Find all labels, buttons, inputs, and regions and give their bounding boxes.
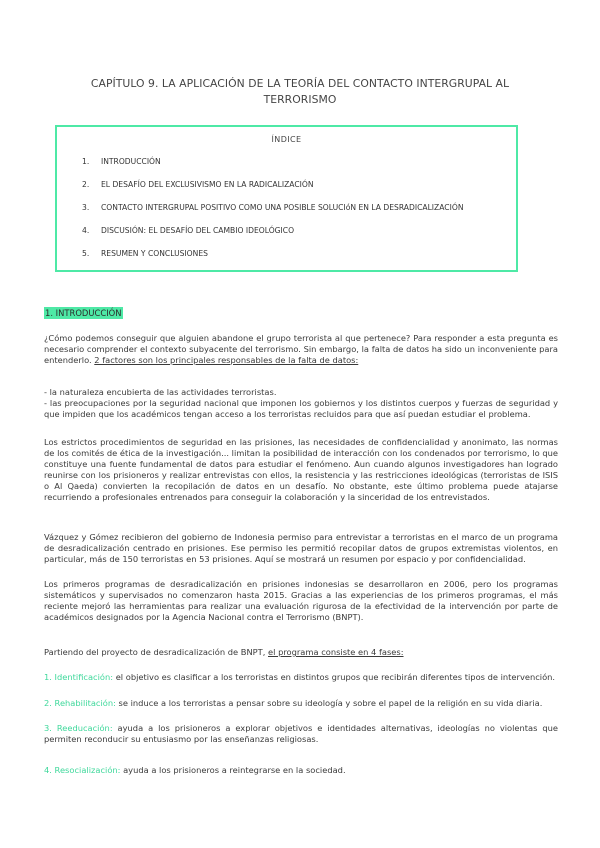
paragraph-text: Los estrictos procedimientos de seguridad en las prisiones, las necesidades de confidencialidad y anonimato, las normas de los comités de ética de la investigación... limitan la posibilidad de interacción con los condenados por terrorismo, lo que constituye una fuente fundamental de datos para estudiar el fenómeno. Aun cuando algunos investigadores han logrado reunirse con los prisioneros y realizar entrevistas con ellos, la resistencia y las restricciones ideológicas (terroristas de ISIS o Al Qaeda) convierten la recopilación de datos en un desafío. No obstante, este último problema puede atajarse recurriendo a profesionales entrenados para conseguir la colaboración y la sinceridad de los entrevistados. bbox=[44, 437, 558, 502]
underlined-text: el programa consiste en 4 fases: bbox=[268, 647, 404, 657]
index-item-2[interactable] bbox=[82, 180, 314, 189]
phase-label: 2. Rehabilitación: bbox=[44, 698, 116, 708]
phase-4 bbox=[44, 765, 558, 776]
index-item-number: 2. bbox=[82, 180, 90, 189]
phase-3 bbox=[44, 723, 558, 745]
index-item-number: 5. bbox=[82, 249, 90, 258]
phase-2 bbox=[44, 698, 558, 709]
bullet-item: - las preocupaciones por la seguridad nacional que imponen los gobiernos y los distintos cuerpos y fuerzas de seguridad y que impiden que los académicos tengan acceso a los terroristas recluidos para que así puedan estudiar el problema. bbox=[44, 398, 558, 419]
phase-text: el objetivo es clasificar a los terroristas en distintos grupos que recibirán diferentes tipos de intervención. bbox=[113, 672, 556, 682]
paragraph-text: Los primeros programas de desradicalización en prisiones indonesias se desarrollaron en 2006, pero los programas sistemáticos y supervisados no comenzaron hasta 2015. Gracias a las experiencias de los primeros programas, el más reciente mejoró las herramientas para realizar una evaluación rigurosa de la efectividad de la intervención por parte de académicos designados por la Agencia Nacional contra el Terrorismo (BNPT). bbox=[44, 579, 558, 622]
phase-label: 4. Resocialización: bbox=[44, 765, 121, 775]
index-box bbox=[55, 125, 518, 272]
paragraph-text: ¿Cómo podemos conseguir que alguien abandone el grupo terrorista al que pertenece? Para responder a esta pregunta es necesario comprender el contexto subyacente del terrorismo. Sin embargo, la falta de datos ha sido un inconveniente para entenderlo. bbox=[44, 333, 558, 365]
index-item-number: 3. bbox=[82, 203, 90, 212]
bullet-item: - la naturaleza encubierta de las actividades terroristas. bbox=[44, 387, 277, 397]
section-heading: 1. INTRODUCCIÓN bbox=[45, 308, 122, 318]
index-item-5[interactable] bbox=[82, 249, 208, 258]
phase-label: 1. Identificación: bbox=[44, 672, 114, 682]
index-item-1[interactable] bbox=[82, 157, 161, 166]
paragraph-text: Vázquez y Gómez recibieron del gobierno de Indonesia permiso para entrevistar a terroristas en el marco de un programa de desradicalización centrado en prisiones. Ese permiso les permitió recopilar datos de grupos extremistas violentos, en particular, más de 150 terroristas en 53 prisiones. Aquí se mostrará un resumen por espacio y por confidencialidad. bbox=[44, 532, 558, 564]
chapter-title: CAPÍTULO 9. LA APLICACIÓN DE LA TEORÍA DEL CONTACTO INTERGRUPAL AL TERRORISMO bbox=[90, 77, 510, 106]
index-item-label: INTRODUCCIÓN bbox=[101, 157, 161, 166]
paragraph-3 bbox=[44, 532, 558, 565]
index-item-label: RESUMEN Y CONCLUSIONES bbox=[101, 249, 208, 258]
phase-label: 3. Reeducación: bbox=[44, 723, 113, 733]
paragraph-text: Partiendo del proyecto de desradicalización de BNPT, bbox=[44, 647, 266, 657]
index-title: ÍNDICE bbox=[271, 135, 302, 144]
paragraph-2 bbox=[44, 437, 558, 503]
phase-text: se induce a los terroristas a pensar sobre su ideología y sobre el papel de la religión en su vida diaria. bbox=[115, 698, 543, 708]
bullet-list bbox=[44, 387, 558, 420]
paragraph-5 bbox=[44, 647, 558, 658]
index-item-number: 1. bbox=[82, 157, 90, 166]
paragraph-4 bbox=[44, 579, 558, 623]
phase-text: ayuda a los prisioneros a reintegrarse en la sociedad. bbox=[120, 765, 346, 775]
index-item-4[interactable] bbox=[82, 226, 294, 235]
phase-text: ayuda a los prisioneros a explorar objetivos e identidades alternativas, ideologías no violentas que permiten reconducir su entusiasmo por las enseñanzas religiosas. bbox=[44, 723, 559, 744]
index-item-label: CONTACTO INTERGRUPAL POSITIVO COMO UNA POSIBLE SOLUCIóN EN LA DESRADICALIZACIÓN bbox=[101, 203, 464, 212]
index-item-3[interactable] bbox=[82, 203, 464, 212]
underlined-text: 2 factores son los principales responsables de la falta de datos: bbox=[94, 355, 359, 365]
index-item-label: DISCUSIÓN: EL DESAFÍO DEL CAMBIO IDEOLÓGICO bbox=[101, 226, 295, 235]
index-item-number: 4. bbox=[82, 226, 90, 235]
phase-1 bbox=[44, 672, 558, 683]
paragraph-1 bbox=[44, 333, 558, 366]
index-item-label: EL DESAFÍO DEL EXCLUSIVISMO EN LA RADICALIZACIÓN bbox=[101, 180, 314, 189]
